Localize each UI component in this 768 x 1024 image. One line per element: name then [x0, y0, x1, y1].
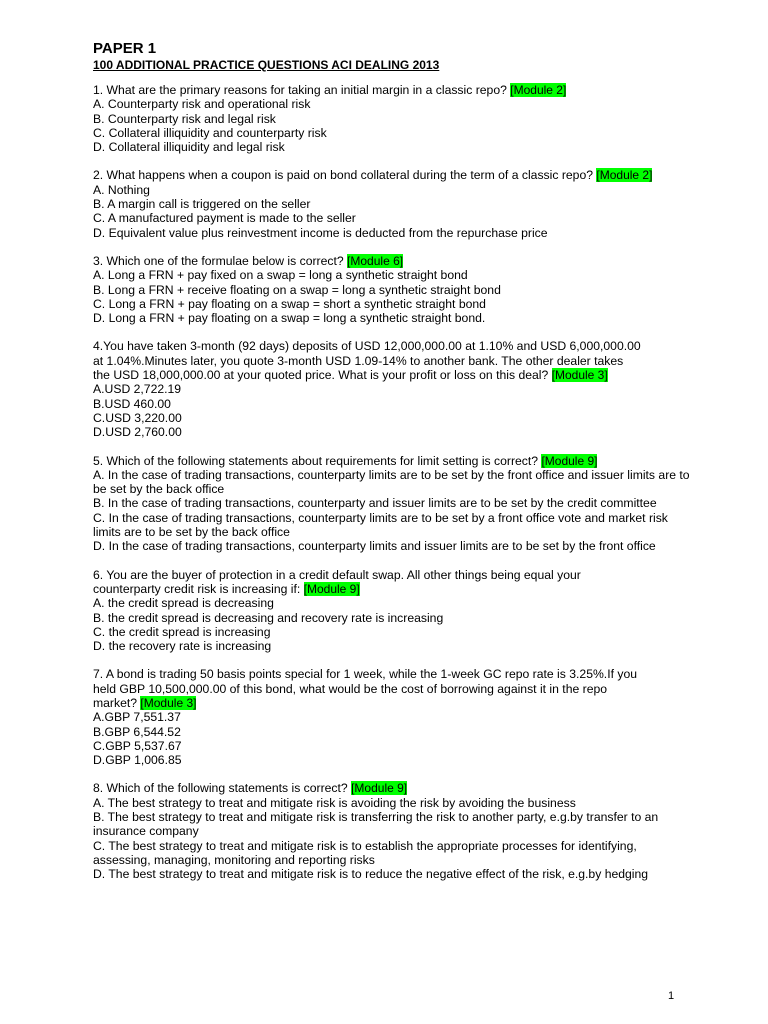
document-content	[93, 40, 693, 896]
question-block	[93, 339, 693, 439]
answer-option: C. A manufactured payment is made to the seller	[93, 211, 356, 226]
answer-option: A. Nothing	[93, 182, 150, 197]
question-block	[93, 781, 693, 881]
module-tag: [Module 3]	[140, 695, 197, 710]
answer-option: A.USD 2,722.19	[93, 382, 182, 397]
page-number: 1	[668, 990, 675, 1002]
answer-option: D.GBP 1,006.85	[93, 753, 182, 768]
question-block	[93, 254, 693, 325]
answer-option: A. Counterparty risk and operational risk	[93, 97, 311, 112]
answer-option: A. In the case of trading transactions, counterparty limits are to be set by the front office and issuer limits are to be set by the back office	[93, 467, 690, 497]
question-stem-line: 3. Which one of the formulae below is correct?	[93, 253, 344, 268]
module-tag: [Module 2]	[596, 168, 653, 183]
question-stem-line: 4.You have taken 3-month (92 days) deposits of USD 12,000,000.00 at 1.10% and USD 6,000,000.00	[93, 339, 641, 354]
answer-option: B.GBP 6,544.52	[93, 724, 181, 739]
answer-option: C. Long a FRN + pay floating on a swap = short a synthetic straight bond	[93, 296, 486, 311]
question-stem	[93, 254, 693, 268]
answer-option: D.USD 2,760.00	[93, 425, 182, 440]
question-stem-line: held GBP 10,500,000.00 of this bond, what would be the cost of borrowing against it in the repo	[93, 681, 608, 696]
question-block	[93, 568, 693, 654]
answer-option: D. Collateral illiquidity and legal risk	[93, 140, 285, 155]
question-stem	[93, 339, 693, 382]
answer-option: B. the credit spread is decreasing and recovery rate is increasing	[93, 610, 444, 625]
answer-option: A.GBP 7,551.37	[93, 710, 181, 725]
question-stem-line: 8. Which of the following statements is correct?	[93, 781, 348, 796]
question-block	[93, 83, 693, 154]
question-stem	[93, 454, 693, 468]
answer-option: B. Long a FRN + receive floating on a swap = long a synthetic straight bond	[93, 282, 501, 297]
answer-option: C.GBP 5,537.67	[93, 738, 182, 753]
answer-option: B. The best strategy to treat and mitigate risk is transferring the risk to another party, e.g.by transfer to an insurance company	[93, 810, 659, 839]
module-tag: [Module 9]	[351, 781, 408, 796]
answer-option: B. A margin call is triggered on the seller	[93, 197, 311, 212]
answer-option: D. Equivalent value plus reinvestment income is deducted from the repurchase price	[93, 225, 548, 240]
question-stem	[93, 168, 693, 182]
question-stem-line: 2. What happens when a coupon is paid on bond collateral during the term of a classic repo?	[93, 168, 593, 183]
answer-option: D. the recovery rate is increasing	[93, 639, 272, 654]
answer-option: D. The best strategy to treat and mitigate risk is to reduce the negative effect of the risk, e.g.by hedging	[93, 867, 649, 882]
question-block	[93, 168, 693, 239]
question-stem-line: counterparty credit risk is increasing if:	[93, 581, 301, 596]
answer-option: D. Long a FRN + pay floating on a swap = long a synthetic straight bond.	[93, 311, 486, 326]
question-stem	[93, 568, 693, 597]
answer-option: B. Counterparty risk and legal risk	[93, 111, 276, 126]
answer-option: C. the credit spread is increasing	[93, 624, 271, 639]
question-block	[93, 454, 693, 554]
module-tag: [Module 9]	[541, 453, 598, 468]
answer-option: A. Long a FRN + pay fixed on a swap = long a synthetic straight bond	[93, 268, 468, 283]
answer-option: D. In the case of trading transactions, counterparty limits and issuer limits are to be set by the front office	[93, 539, 656, 554]
answer-option: A. the credit spread is decreasing	[93, 596, 274, 611]
question-stem-line: 6. You are the buyer of protection in a credit default swap. All other things being equal your	[93, 567, 581, 582]
answer-option: C. Collateral illiquidity and counterparty risk	[93, 125, 327, 140]
answer-option: C. The best strategy to treat and mitigate risk is to establish the appropriate processes for identifying, assessing, managing, monitoring and reporting risks	[93, 838, 637, 867]
question-stem-line: 1. What are the primary reasons for taking an initial margin in a classic repo?	[93, 83, 507, 97]
module-tag: [Module 3]	[551, 368, 608, 383]
question-stem-line: at 1.04%.Minutes later, you quote 3-month USD 1.09-14% to another bank. The other dealer takes	[93, 353, 624, 368]
answer-option: B.USD 460.00	[93, 396, 171, 411]
question-stem-line: market?	[93, 695, 138, 710]
question-stem	[93, 667, 693, 710]
paper-subtitle: 100 ADDITIONAL PRACTICE QUESTIONS ACI DEALING 2013	[93, 58, 440, 72]
answer-option: C. In the case of trading transactions, counterparty limits are to be set by a front office vote and market risk limits are to be set by the back office	[93, 510, 668, 540]
question-block	[93, 667, 693, 767]
answer-option: B. In the case of trading transactions, counterparty and issuer limits are to be set by the credit committee	[93, 496, 657, 511]
answer-option: C.USD 3,220.00	[93, 410, 182, 425]
paper-title: PAPER 1	[93, 40, 157, 57]
question-stem	[93, 781, 693, 795]
module-tag: [Module 6]	[347, 253, 404, 268]
module-tag: [Module 9]	[303, 581, 360, 596]
question-stem-line: 5. Which of the following statements about requirements for limit setting is correct?	[93, 453, 539, 468]
question-stem-line: the USD 18,000,000.00 at your quoted price. What is your profit or loss on this deal?	[93, 368, 549, 383]
question-stem	[93, 83, 693, 97]
question-list	[93, 83, 693, 882]
module-tag: [Module 2]	[510, 83, 567, 97]
answer-option: A. The best strategy to treat and mitigate risk is avoiding the risk by avoiding the business	[93, 795, 576, 810]
question-stem-line: 7. A bond is trading 50 basis points special for 1 week, while the 1-week GC repo rate is 3.25%.If you	[93, 667, 637, 682]
